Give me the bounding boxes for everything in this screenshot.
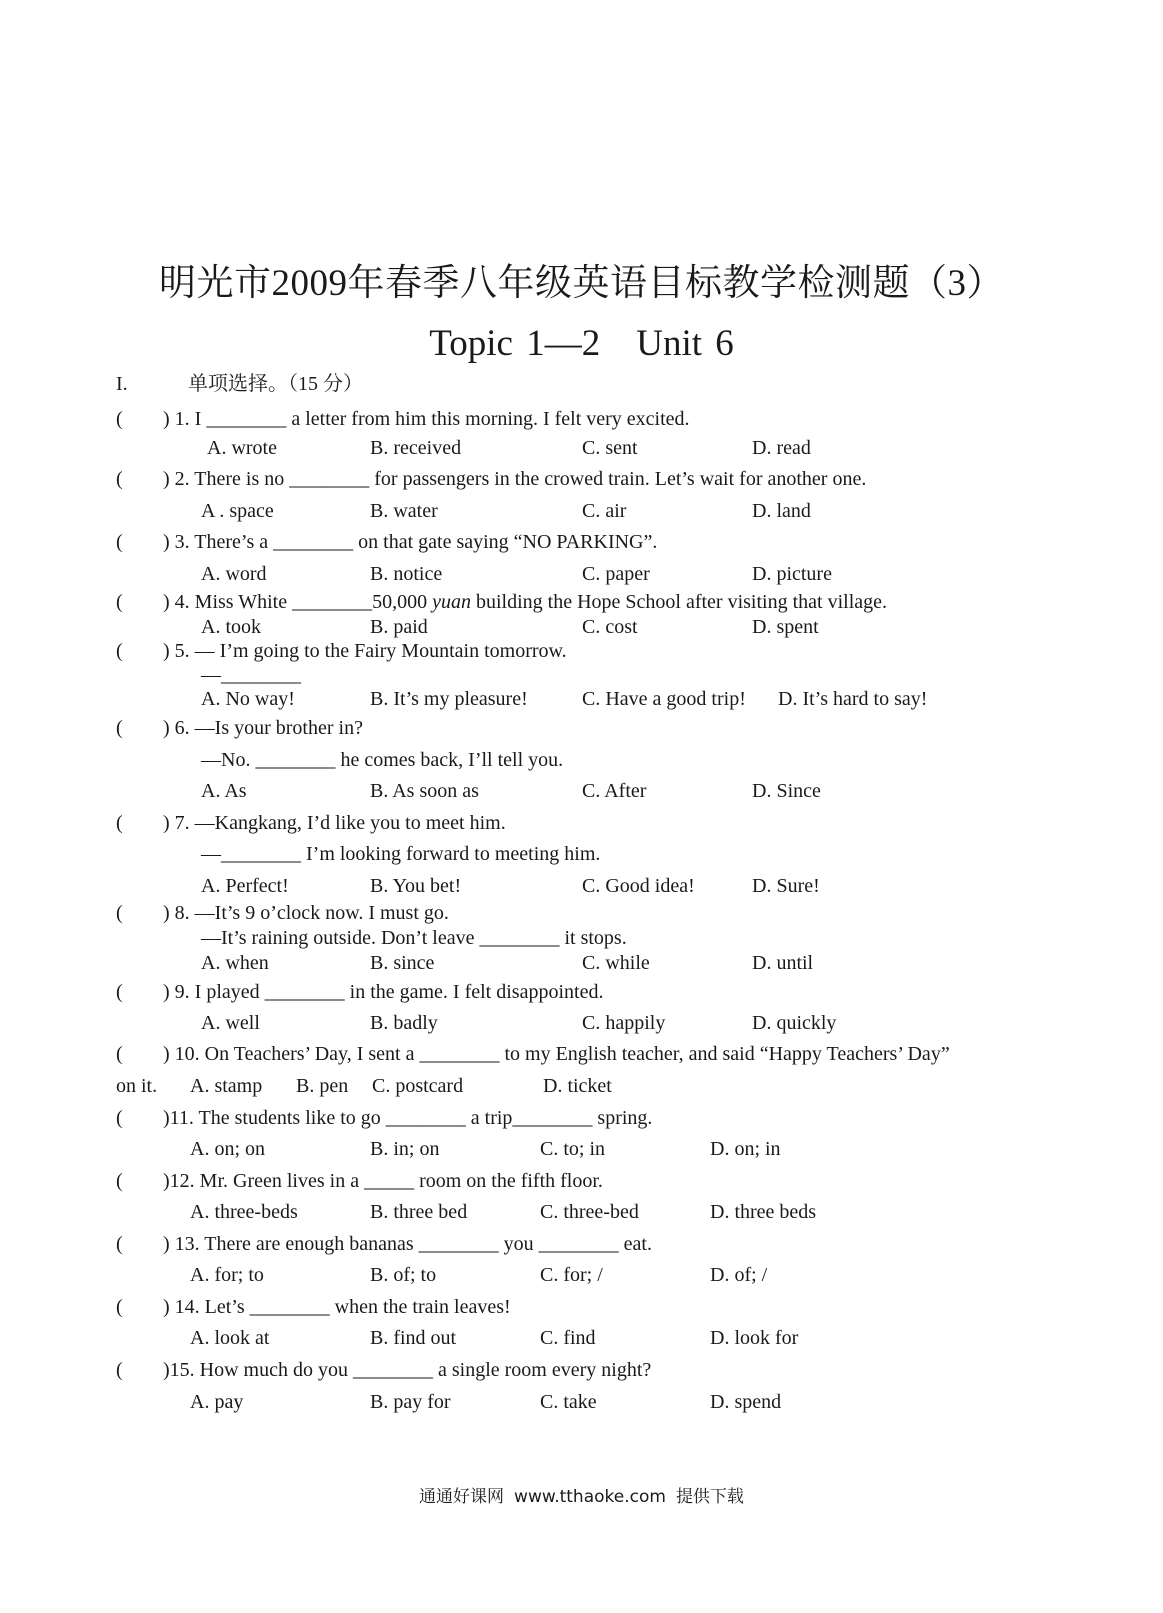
question-15-option-a: A. pay <box>190 1391 244 1413</box>
question-3-stem: ) 3. There’s a ________ on that gate saying “NO PARKING”. <box>163 531 658 553</box>
question-7-reply: —________ I’m looking forward to meeting him. <box>201 843 601 865</box>
section-number: I. <box>116 373 128 395</box>
question-14-option-a: A. look at <box>190 1327 270 1349</box>
question-14-stem: ) 14. Let’s ________ when the train leaves! <box>163 1296 511 1318</box>
answer-paren: ( <box>116 531 123 553</box>
question-6-reply: —No. ________ he comes back, I’ll tell you. <box>201 749 564 771</box>
question-9-option-b: B. badly <box>370 1012 438 1034</box>
question-7-stem: ) 7. —Kangkang, I’d like you to meet him. <box>163 812 506 834</box>
question-4-stem-pre: ) 4. Miss White ________50,000 <box>163 591 433 613</box>
question-8-option-c: C. while <box>582 952 650 974</box>
question-4-option-d: D. spent <box>752 616 819 638</box>
question-15-option-d: D. spend <box>710 1391 782 1413</box>
subtitle-unit: Unit 6 <box>636 323 734 364</box>
question-6-option-b: B. As soon as <box>370 780 479 802</box>
question-1-option-d: D. read <box>752 437 811 459</box>
question-11-option-b: B. in; on <box>370 1138 440 1160</box>
question-1-option-b: B. received <box>370 437 462 459</box>
answer-paren: ( <box>116 468 123 490</box>
question-13-option-d: D. of; / <box>710 1264 768 1286</box>
subtitle-topic: Topic 1—2 <box>429 323 601 364</box>
question-1-option-c: C. sent <box>582 437 638 459</box>
question-4-option-b: B. paid <box>370 616 428 638</box>
answer-paren: ( <box>116 981 123 1003</box>
answer-paren: ( <box>116 1170 123 1192</box>
answer-paren: ( <box>116 902 123 924</box>
question-3-option-c: C. paper <box>582 563 650 585</box>
question-1-option-a: A. wrote <box>207 437 277 459</box>
question-10-option-b: B. pen <box>296 1075 349 1097</box>
question-5-reply: —________ <box>201 664 301 686</box>
question-5-option-c: C. Have a good trip! <box>582 688 746 710</box>
footer-note: 提供下载 <box>675 1487 744 1507</box>
question-10-continuation: on it. <box>116 1075 158 1097</box>
footer-url[interactable]: www.tthaoke.com <box>514 1487 666 1507</box>
question-13-option-b: B. of; to <box>370 1264 437 1286</box>
question-15-stem: )15. How much do you ________ a single room every night? <box>163 1359 652 1381</box>
question-12-option-d: D. three beds <box>710 1201 817 1223</box>
question-5-option-b: B. It’s my pleasure! <box>370 688 528 710</box>
question-7-option-d: D. Sure! <box>752 875 820 897</box>
footer-site-name: 通通好课网 <box>419 1487 505 1507</box>
question-13-option-a: A. for; to <box>190 1264 264 1286</box>
answer-paren: ( <box>116 408 123 430</box>
question-4-option-c: C. cost <box>582 616 638 638</box>
question-2-option-b: B. water <box>370 500 438 522</box>
question-1-stem: ) 1. I ________ a letter from him this morning. I felt very excited. <box>163 408 690 430</box>
question-13-stem: ) 13. There are enough bananas ________ you ________ eat. <box>163 1233 652 1255</box>
question-5-option-a: A. No way! <box>201 688 295 710</box>
question-9-stem: ) 9. I played ________ in the game. I felt disappointed. <box>163 981 604 1003</box>
question-5-stem: ) 5. — I’m going to the Fairy Mountain tomorrow. <box>163 640 567 662</box>
question-10-option-d: D. ticket <box>543 1075 612 1097</box>
question-9-option-a: A. well <box>201 1012 260 1034</box>
question-14-option-d: D. look for <box>710 1327 799 1349</box>
answer-paren: ( <box>116 812 123 834</box>
question-10-option-a: A. stamp <box>190 1075 263 1097</box>
question-14-option-b: B. find out <box>370 1327 457 1349</box>
question-10-option-c: C. postcard <box>372 1075 464 1097</box>
question-4-stem-post: building the Hope School after visiting that village. <box>470 591 888 613</box>
answer-paren: ( <box>116 591 123 613</box>
question-10-stem: ) 10. On Teachers’ Day, I sent a ________ to my English teacher, and said “Happy Teachers’ Day” <box>163 1043 950 1065</box>
question-6-option-a: A. As <box>201 780 247 802</box>
question-12-option-a: A. three-beds <box>190 1201 298 1223</box>
section-label: 单项选择。（15 分） <box>188 373 363 395</box>
page-title: 明光市2009年春季八年级英语目标教学检测题（3） <box>159 263 1004 304</box>
question-8-option-d: D. until <box>752 952 814 974</box>
question-7-option-a: A. Perfect! <box>201 875 289 897</box>
question-8-reply: —It’s raining outside. Don’t leave ________ it stops. <box>201 927 627 949</box>
question-3-option-b: B. notice <box>370 563 443 585</box>
question-4-stem <box>163 590 887 614</box>
question-6-stem: ) 6. —Is your brother in? <box>163 717 363 739</box>
question-11-option-c: C. to; in <box>540 1138 606 1160</box>
question-15-option-c: C. take <box>540 1391 597 1413</box>
question-11-option-d: D. on; in <box>710 1138 781 1160</box>
question-14-option-c: C. find <box>540 1327 596 1349</box>
answer-paren: ( <box>116 1107 123 1129</box>
question-11-option-a: A. on; on <box>190 1138 265 1160</box>
question-2-stem: ) 2. There is no ________ for passengers in the crowed train. Let’s wait for another one. <box>163 468 867 490</box>
question-4-option-a: A. took <box>201 616 261 638</box>
page-footer <box>0 1482 1163 1507</box>
question-7-option-b: B. You bet! <box>370 875 462 897</box>
answer-paren: ( <box>116 1043 123 1065</box>
question-7-option-c: C. Good idea! <box>582 875 695 897</box>
page-subtitle <box>0 322 1163 365</box>
question-9-option-c: C. happily <box>582 1012 666 1034</box>
question-6-option-c: C. After <box>582 780 647 802</box>
question-4-stem-italic: yuan <box>432 591 471 613</box>
question-12-option-c: C. three-bed <box>540 1201 639 1223</box>
question-12-option-b: B. three bed <box>370 1201 468 1223</box>
answer-paren: ( <box>116 1296 123 1318</box>
question-3-option-d: D. picture <box>752 563 832 585</box>
question-9-option-d: D. quickly <box>752 1012 837 1034</box>
answer-paren: ( <box>116 717 123 739</box>
question-3-option-a: A. word <box>201 563 267 585</box>
question-8-option-a: A. when <box>201 952 269 974</box>
question-2-option-d: D. land <box>752 500 811 522</box>
question-15-option-b: B. pay for <box>370 1391 451 1413</box>
question-8-stem: ) 8. —It’s 9 o’clock now. I must go. <box>163 902 449 924</box>
answer-paren: ( <box>116 1359 123 1381</box>
question-12-stem: )12. Mr. Green lives in a _____ room on the fifth floor. <box>163 1170 603 1192</box>
question-2-option-a: A . space <box>201 500 274 522</box>
question-2-option-c: C. air <box>582 500 627 522</box>
question-8-option-b: B. since <box>370 952 435 974</box>
question-5-option-d: D. It’s hard to say! <box>778 688 928 710</box>
answer-paren: ( <box>116 640 123 662</box>
answer-paren: ( <box>116 1233 123 1255</box>
question-6-option-d: D. Since <box>752 780 821 802</box>
question-11-stem: )11. The students like to go ________ a trip________ spring. <box>163 1107 653 1129</box>
question-13-option-c: C. for; / <box>540 1264 603 1286</box>
